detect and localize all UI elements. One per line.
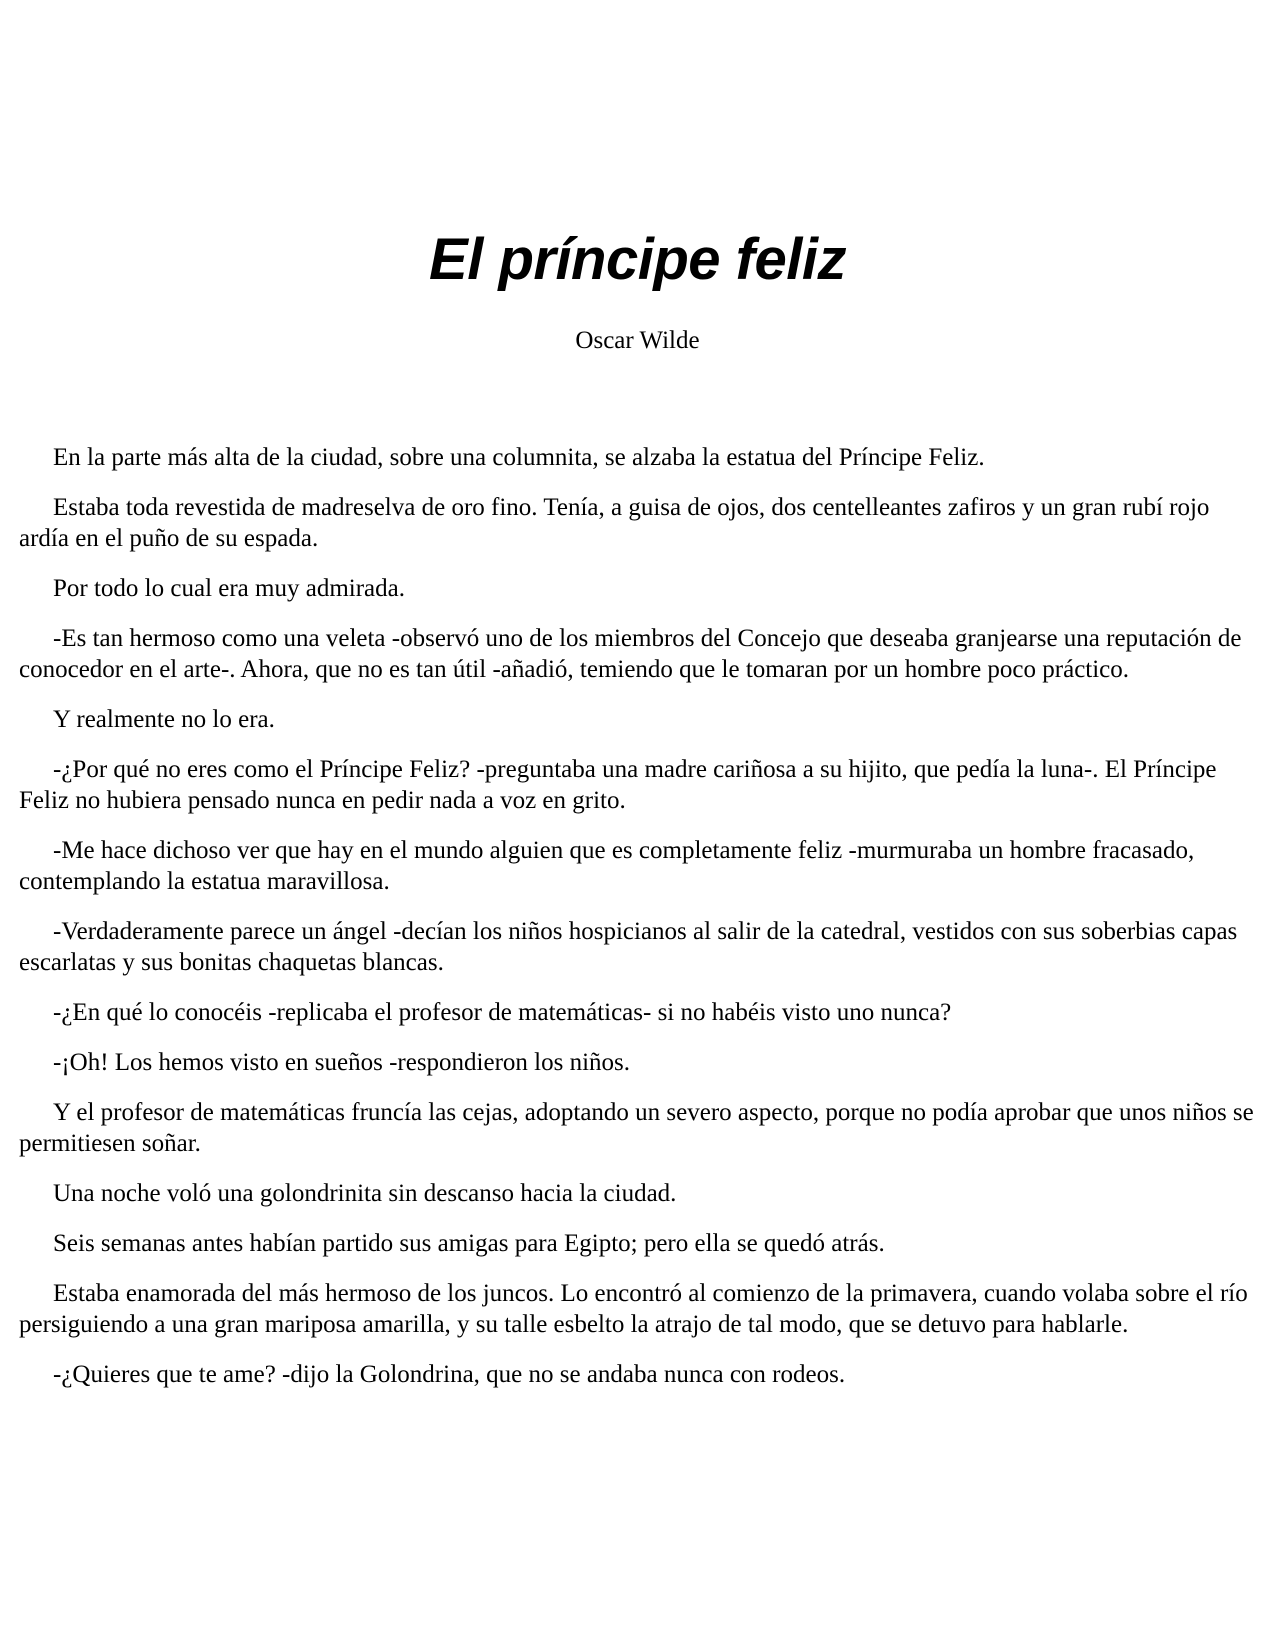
paragraph: -Me hace dichoso ver que hay en el mundo alguien que es completamente feliz -murmuraba un hombre fracasado, contemplando la estatua maravillosa. — [19, 837, 1195, 895]
paragraph: Estaba enamorada del más hermoso de los juncos. Lo encontró al comienzo de la primavera, cuando volaba sobre el río persiguiendo a una gran mariposa amarilla, y su talle esbelto la atrajo de tal modo, que se detuvo para hablarle. — [19, 1280, 1248, 1338]
paragraph: Y el profesor de matemáticas fruncía las cejas, adoptando un severo aspecto, porque no podía aprobar que unos niños se permitiesen soñar. — [19, 1099, 1254, 1157]
paragraph: -Verdaderamente parece un ángel -decían los niños hospicianos al salir de la catedral, vestidos con sus soberbias capas escarlatas y sus bonitas chaquetas blancas. — [19, 918, 1238, 976]
paragraph: Por todo lo cual era muy admirada. — [53, 575, 405, 602]
document-body — [19, 442, 1259, 1409]
paragraph: Seis semanas antes habían partido sus amigas para Egipto; pero ella se quedó atrás. — [53, 1230, 885, 1257]
paragraph: -Es tan hermoso como una veleta -observó uno de los miembros del Concejo que deseaba granjearse una reputación de conocedor en el arte-. Ahora, que no es tan útil -añadió, temiendo que le tomaran por un hombre poco práctico. — [19, 625, 1242, 683]
paragraph: Una noche voló una golondrinita sin descanso hacia la ciudad. — [53, 1180, 677, 1207]
document-author: Oscar Wilde — [575, 327, 700, 354]
paragraph: -¿En qué lo conocéis -replicaba el profesor de matemáticas- si no habéis visto uno nunca? — [53, 999, 952, 1026]
paragraph: -¿Por qué no eres como el Príncipe Feliz? -preguntaba una madre cariñosa a su hijito, que pedía la luna-. El Príncipe Feliz no hubiera pensado nunca en pedir nada a voz en grito. — [19, 756, 1217, 814]
paragraph: Y realmente no lo era. — [53, 706, 275, 733]
document-title: El príncipe feliz — [429, 227, 846, 292]
paragraph: -¿Quieres que te ame? -dijo la Golondrina, que no se andaba nunca con rodeos. — [53, 1361, 846, 1388]
paragraph: Estaba toda revestida de madreselva de oro fino. Tenía, a guisa de ojos, dos centelleantes zafiros y un gran rubí rojo ardía en el puño de su espada. — [19, 494, 1210, 552]
paragraph: -¡Oh! Los hemos visto en sueños -respondieron los niños. — [53, 1049, 631, 1076]
paragraph: En la parte más alta de la ciudad, sobre una columnita, se alzaba la estatua del Príncipe Feliz. — [53, 444, 985, 471]
